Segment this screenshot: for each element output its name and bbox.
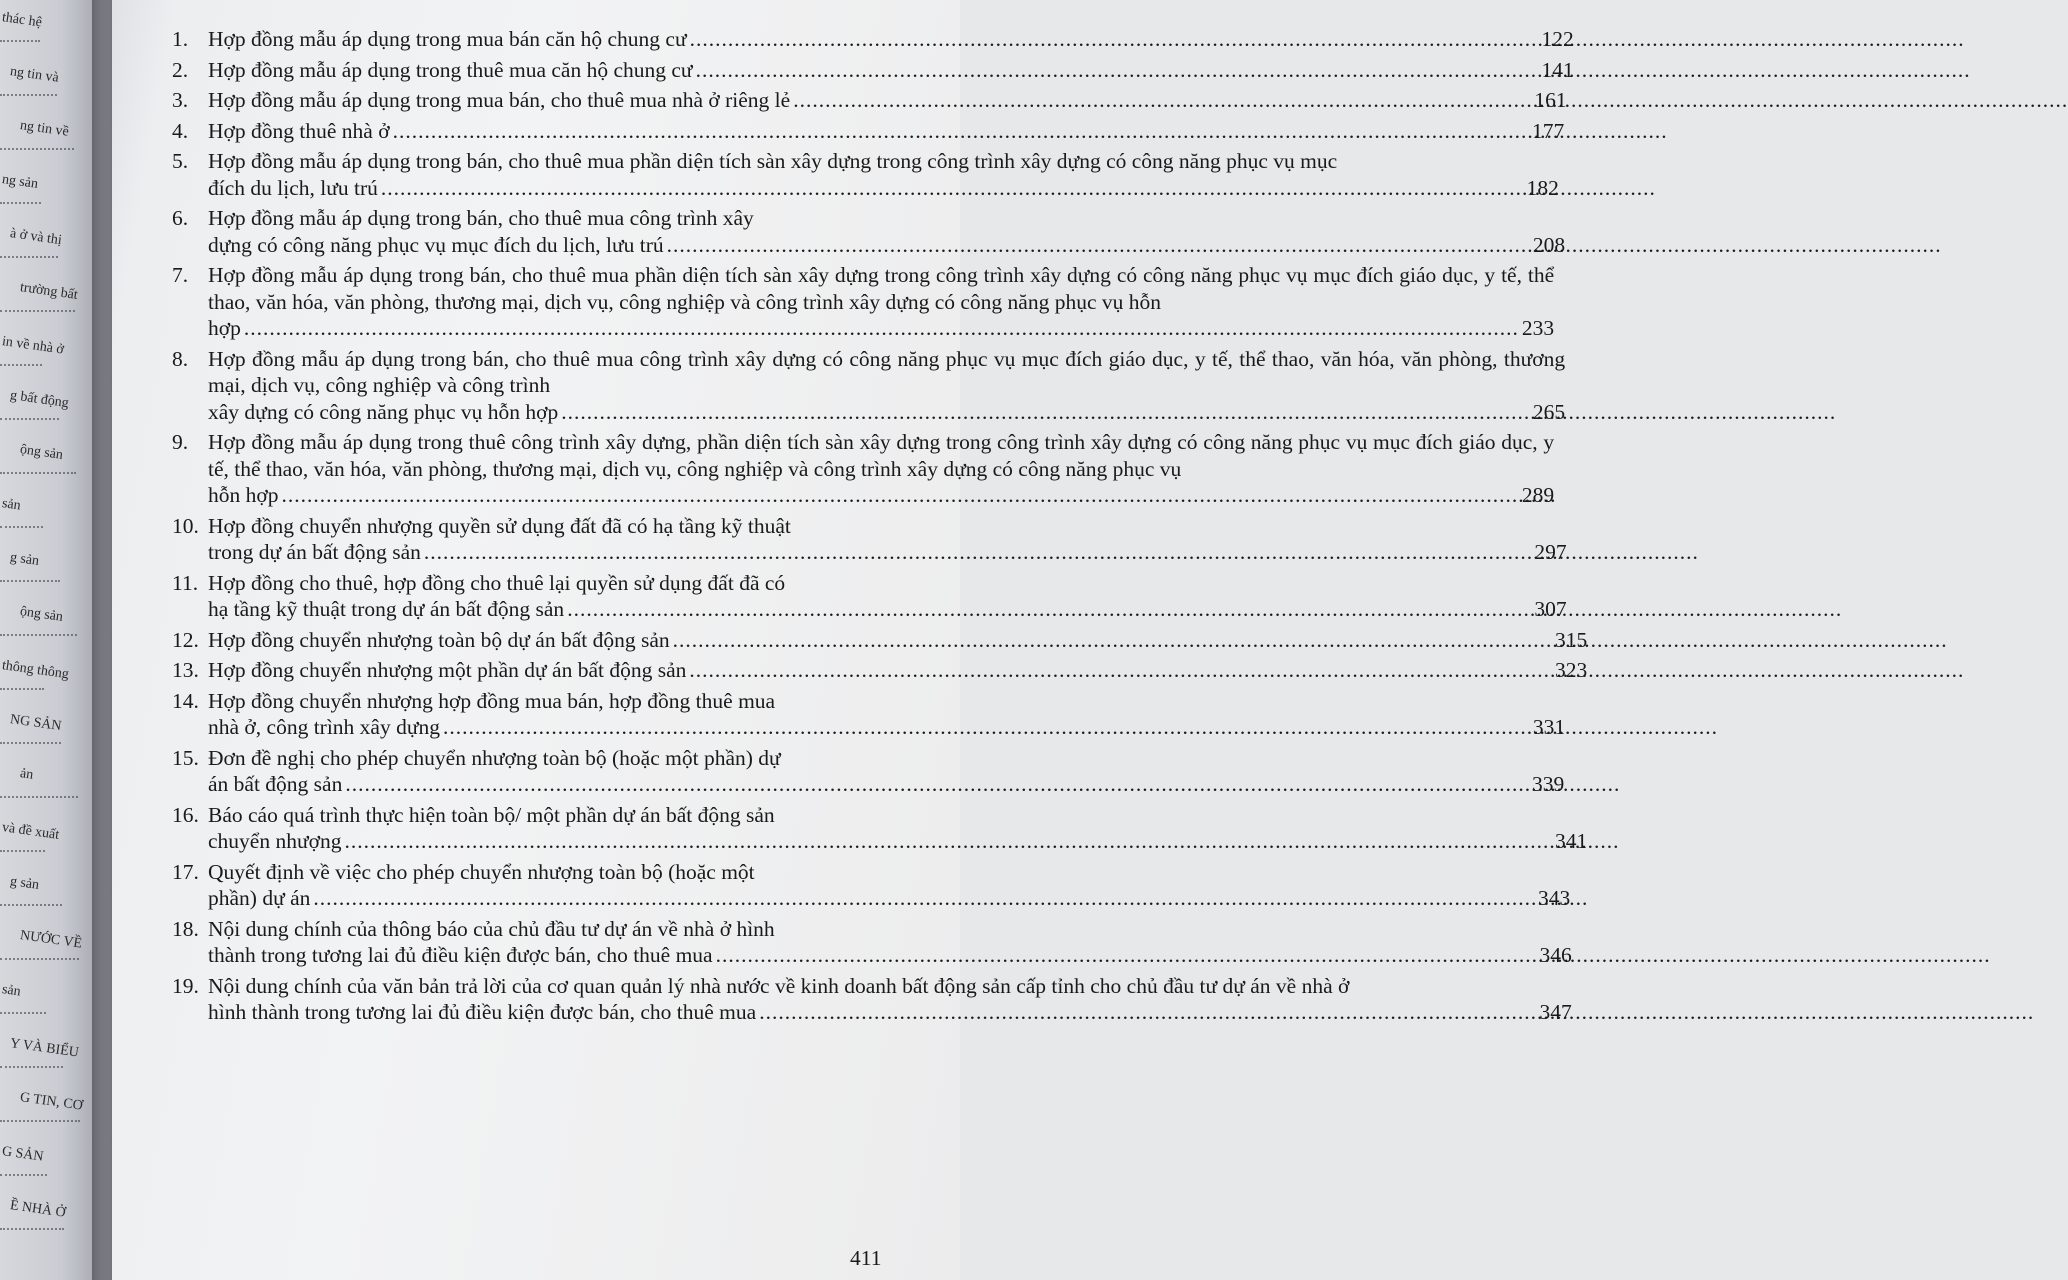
toc-entry-number: 4. [172, 118, 189, 143]
toc-entry-body [208, 346, 1565, 426]
toc-entry-text: đích du lịch, lưu trú [208, 175, 378, 200]
toc-entry-last-line [208, 627, 1587, 654]
dot-leader [716, 942, 1537, 969]
left-page-dot-leader [0, 200, 41, 204]
toc-entry-number: 7. [172, 263, 189, 287]
toc-entry [172, 118, 1565, 145]
toc-entry-page: 323 [1555, 658, 1588, 682]
toc-entry-page: 208 [1532, 232, 1566, 257]
toc-entry-number: 17. [172, 859, 199, 884]
toc-entry-number: 8. [172, 346, 189, 371]
toc-entry-text: án bất động sản [208, 772, 343, 796]
left-page-dot-leader [0, 308, 75, 312]
left-page-fragment: Y VÀ BIỂU [9, 1036, 80, 1061]
dot-leader [244, 315, 1519, 342]
toc-entry-page: 341 [1555, 829, 1588, 853]
toc-entry-text: Hợp đồng thuê nhà ở [208, 118, 390, 143]
left-page-fragment: thác hệ [1, 10, 43, 31]
left-page-dot-leader [0, 470, 76, 474]
toc-entry-text: Hợp đồng mẫu áp dụng trong bán, cho thuê mua phần diện tích sàn xây dựng trong công trình xây dựng có công năng phục vụ mục đích giáo dục, y tế, thể thao, văn hóa, văn phòng, thương mại, dịch vụ, công nghiệp và công trình xây dựng có công năng phục vụ hỗn [208, 263, 1555, 314]
toc-entry-last-line [208, 482, 1554, 509]
toc-entry-number: 9. [172, 430, 189, 454]
toc-entry-page: 182 [1526, 175, 1559, 200]
toc-entry-number: 19. [172, 973, 199, 998]
toc-entry-number: 5. [172, 149, 189, 173]
left-page-fragment: g sản [9, 550, 41, 569]
left-page-fragment: g sản [9, 874, 41, 893]
left-page-fragment: NG SẢN [9, 712, 63, 735]
toc-entry-page: 339 [1532, 772, 1565, 796]
left-page-fragment: ng tin về [19, 118, 70, 140]
left-page-fragment: và đề xuất [1, 820, 61, 843]
left-page-fragment: NƯỚC VỀ [19, 928, 83, 952]
left-page-dot-leader [0, 146, 74, 150]
left-page-dot-leader [0, 1010, 46, 1014]
dot-leader [759, 999, 1536, 1026]
toc-entry-text: phần) dự án [208, 886, 311, 910]
page-number: 411 [850, 1246, 882, 1270]
left-page-fragment: in về nhà ở [1, 334, 65, 358]
left-page-dot-leader [0, 362, 42, 366]
toc-entry-last-line [208, 315, 1554, 342]
toc-entry-text: hợp [208, 316, 241, 340]
toc-entry-text: Hợp đồng mẫu áp dụng trong bán, cho thuê mua công trình xây [208, 206, 754, 230]
toc-entry-text: xây dựng có công năng phục vụ hỗn hợp [208, 399, 559, 424]
toc-entry [172, 148, 1559, 201]
toc-entry-text: chuyển nhượng [208, 829, 342, 853]
left-page-dot-leader [0, 1118, 80, 1122]
dot-leader [696, 57, 1539, 84]
toc-entry [172, 429, 1555, 509]
toc-entry-body [208, 429, 1554, 509]
toc-entry-text: Hợp đồng chuyển nhượng quyền sử dụng đất đã có hạ tầng kỹ thuật [208, 513, 791, 538]
toc-entry-body [208, 973, 1572, 1026]
dot-leader [567, 596, 1531, 623]
toc-entry [172, 916, 1572, 969]
toc-entry-text: dựng có công năng phục vụ mục đích du lịch, lưu trú [208, 232, 664, 257]
dot-leader [313, 885, 1535, 912]
toc-entry-page: 177 [1532, 118, 1565, 143]
toc-entry-last-line [208, 657, 1587, 684]
dot-leader [345, 771, 1529, 798]
left-page-dot-leader [0, 1226, 64, 1230]
dot-leader [690, 26, 1539, 53]
left-page-dot-leader [0, 848, 45, 852]
toc-entry-number: 12. [172, 627, 199, 652]
toc-entry [172, 657, 1588, 684]
toc-entry [172, 627, 1588, 654]
toc-entry-page: 343 [1537, 886, 1571, 910]
left-page-dot-leader [0, 632, 77, 636]
toc-entry-number: 6. [172, 206, 189, 230]
left-page-dot-leader [0, 92, 57, 96]
left-page-dot-leader [0, 578, 60, 582]
toc-entry-number: 14. [172, 688, 199, 713]
left-page-fragment: à ở và thị [9, 226, 63, 249]
toc-entry-page: 307 [1534, 597, 1567, 621]
toc-entry [172, 26, 1574, 53]
toc-entry-last-line [208, 399, 1565, 426]
dot-leader [667, 232, 1530, 259]
left-page-fragment: g bất động [9, 388, 70, 412]
left-page-fragment: Ề NHÀ Ở [9, 1198, 67, 1221]
toc-entry-number: 18. [172, 916, 199, 941]
toc-entry-body [208, 262, 1554, 342]
toc-entry-body [208, 745, 1564, 798]
dot-leader [381, 175, 1524, 202]
dot-leader [282, 482, 1519, 509]
toc-entry-text: Hợp đồng chuyển nhượng toàn bộ dự án bất động sản [208, 627, 670, 652]
toc-entry [172, 346, 1566, 426]
left-page-fragment: ộng sản [19, 604, 64, 625]
toc-entry-body [208, 57, 1574, 84]
toc-entry-page: 141 [1541, 57, 1574, 82]
toc-entry-text: Hợp đồng cho thuê, hợp đồng cho thuê lại quyền sử dụng đất đã có [208, 570, 786, 595]
toc-entry-text: Nội dung chính của văn bản trả lời của cơ quan quản lý nhà nước về kinh doanh bất động sản cấp tỉnh cho chủ đầu tư dự án về nhà ở [208, 973, 1350, 998]
toc-entry-text: Hợp đồng chuyển nhượng một phần dự án bất động sản [208, 658, 687, 682]
toc-entry-text: hạ tầng kỹ thuật trong dự án bất động sản [208, 597, 565, 621]
toc-entry-last-line [208, 118, 1564, 145]
toc-entry-text: Hợp đồng chuyển nhượng hợp đồng mua bán, hợp đồng thuê mua [208, 688, 776, 713]
toc-entry-text: Hợp đồng mẫu áp dụng trong thuê công trình xây dựng, phần diện tích sàn xây dựng trong công trình xây dựng có công năng phục vụ mục đích giáo dục, y tế, thể thao, văn hóa, văn phòng, thương mại, dịch vụ, công nghiệp và công trình xây dựng có công năng phục vụ [208, 430, 1555, 481]
toc-entry [172, 802, 1588, 855]
left-page-dot-leader [0, 38, 40, 42]
toc-entry-body [208, 802, 1587, 855]
toc-entry-body [208, 916, 1572, 969]
toc-entry-text: thành trong tương lai đủ điều kiện được bán, cho thuê mua [208, 943, 713, 967]
toc-entry [172, 745, 1565, 798]
toc-entry-page: 265 [1532, 399, 1566, 424]
toc-entry [172, 859, 1571, 912]
toc-entry-number: 13. [172, 658, 199, 682]
toc-entry-text: Nội dung chính của thông báo của chủ đầu tư dự án về nhà ở hình [208, 916, 775, 941]
toc-entry [172, 688, 1566, 741]
toc-entry-last-line [208, 26, 1574, 53]
left-page-dot-leader [0, 524, 43, 528]
toc-entry-text: Hợp đồng mẫu áp dụng trong bán, cho thuê mua công trình xây dựng có công năng phục vụ mục đích giáo dục, y tế, thể thao, văn hóa, văn phòng, thương mại, dịch vụ, công nghiệp và công trình [208, 346, 1566, 397]
dot-leader [561, 399, 1530, 426]
toc-entry-body [208, 688, 1565, 741]
dot-leader [424, 539, 1532, 566]
toc-entry-text: Hợp đồng mẫu áp dụng trong mua bán, cho thuê mua nhà ở riêng lẻ [208, 88, 791, 112]
toc-entry-page: 289 [1521, 483, 1555, 507]
left-page-dot-leader [0, 1172, 47, 1176]
toc-entry-body [208, 657, 1587, 684]
toc-entry-number: 15. [172, 745, 199, 770]
toc-entry-number: 2. [172, 57, 189, 82]
toc-entry-body [208, 118, 1564, 145]
toc-entry-last-line [208, 539, 1567, 566]
toc-entry-body [208, 859, 1570, 912]
left-page-fragment: ng sản [1, 172, 39, 192]
left-page-fragment: sản [1, 982, 22, 1000]
toc-entry [172, 262, 1555, 342]
left-page-fragment: thông thông [1, 658, 70, 683]
dot-leader [689, 657, 1552, 684]
toc-entry-body [208, 570, 1567, 623]
toc-entry-body [208, 26, 1574, 53]
toc-entry-last-line [208, 885, 1570, 912]
toc-entry-text: Hợp đồng mẫu áp dụng trong thuê mua căn hộ chung cư [208, 57, 693, 82]
toc-entry [172, 570, 1567, 623]
toc-entry [172, 57, 1574, 84]
table-of-contents [172, 26, 1588, 1030]
toc-entry [172, 205, 1566, 258]
toc-entry-page: 315 [1555, 627, 1588, 652]
toc-entry-page: 346 [1539, 943, 1572, 967]
left-page-dot-leader [0, 686, 44, 690]
right-page [112, 0, 1588, 1280]
left-page-fragment: sản [1, 496, 22, 514]
toc-entry-number: 1. [172, 27, 189, 51]
toc-entry-text: Hợp đồng mẫu áp dụng trong bán, cho thuê mua phần diện tích sàn xây dựng trong công trình xây dựng có công năng phục vụ mục [208, 149, 1338, 173]
left-page-fragment: ng tin và [9, 64, 60, 86]
toc-entry [172, 513, 1567, 566]
toc-entry-body [208, 148, 1559, 201]
dot-leader [393, 118, 1529, 145]
left-page-dot-leader [0, 956, 79, 960]
toc-entry-last-line [208, 232, 1565, 259]
left-page-dot-leader [0, 902, 62, 906]
left-page-dot-leader [0, 1064, 63, 1068]
toc-entry-number: 3. [172, 88, 189, 112]
toc-entry-last-line [208, 596, 1567, 623]
toc-entry-text: Báo cáo quá trình thực hiện toàn bộ/ một phần dự án bất động sản [208, 802, 775, 827]
left-page-dot-leader [0, 740, 61, 744]
toc-entry-body [208, 513, 1567, 566]
toc-entry-page: 331 [1532, 715, 1566, 739]
toc-entry-text: nhà ở, công trình xây dựng [208, 715, 441, 739]
toc-entry-page: 297 [1534, 540, 1567, 564]
toc-entry-text: Quyết định về việc cho phép chuyển nhượng toàn bộ (hoặc một [208, 859, 755, 884]
left-page-dot-leader [0, 254, 58, 258]
toc-entry-last-line [208, 999, 1572, 1026]
dot-leader [673, 627, 1552, 654]
toc-entry [172, 973, 1572, 1026]
toc-entry-page: 161 [1534, 88, 1567, 112]
toc-entry-last-line [208, 87, 1567, 114]
toc-entry-last-line [208, 771, 1564, 798]
dot-leader [344, 828, 1552, 855]
toc-entry-last-line [208, 57, 1574, 84]
toc-entry-number: 16. [172, 802, 199, 827]
toc-entry-last-line [208, 942, 1572, 969]
toc-entry-page: 233 [1521, 316, 1555, 340]
left-page-fragment: ản [19, 766, 35, 783]
left-page-fragment: ộng sản [19, 442, 64, 463]
toc-entry-last-line [208, 175, 1559, 202]
toc-entry-body [208, 627, 1587, 654]
toc-entry [172, 87, 1567, 114]
dot-leader [443, 714, 1530, 741]
dot-leader [793, 87, 1531, 114]
toc-entry-last-line [208, 714, 1565, 741]
toc-entry-text: Đơn đề nghị cho phép chuyển nhượng toàn bộ (hoặc một phần) dự [208, 745, 781, 770]
left-page-fragment: G SẢN [1, 1144, 45, 1165]
left-page-dot-leader [0, 416, 59, 420]
toc-entry-text: hỗn hợp [208, 483, 279, 507]
toc-entry-body [208, 87, 1567, 114]
left-page-dot-leader [0, 794, 78, 798]
toc-entry-text: Hợp đồng mẫu áp dụng trong mua bán căn hộ chung cư [208, 27, 687, 51]
toc-entry-page: 347 [1539, 1000, 1572, 1024]
toc-entry-body [208, 205, 1565, 258]
toc-entry-page: 122 [1541, 27, 1574, 51]
toc-entry-text: hình thành trong tương lai đủ điều kiện được bán, cho thuê mua [208, 1000, 757, 1024]
toc-entry-number: 11. [172, 570, 199, 595]
left-page-fragment: trường bất [19, 280, 79, 304]
left-page-fragment: G TIN, CƠ [19, 1090, 84, 1114]
toc-entry-text: trong dự án bất động sản [208, 540, 421, 564]
toc-entry-number: 10. [172, 513, 199, 538]
toc-entry-last-line [208, 828, 1587, 855]
